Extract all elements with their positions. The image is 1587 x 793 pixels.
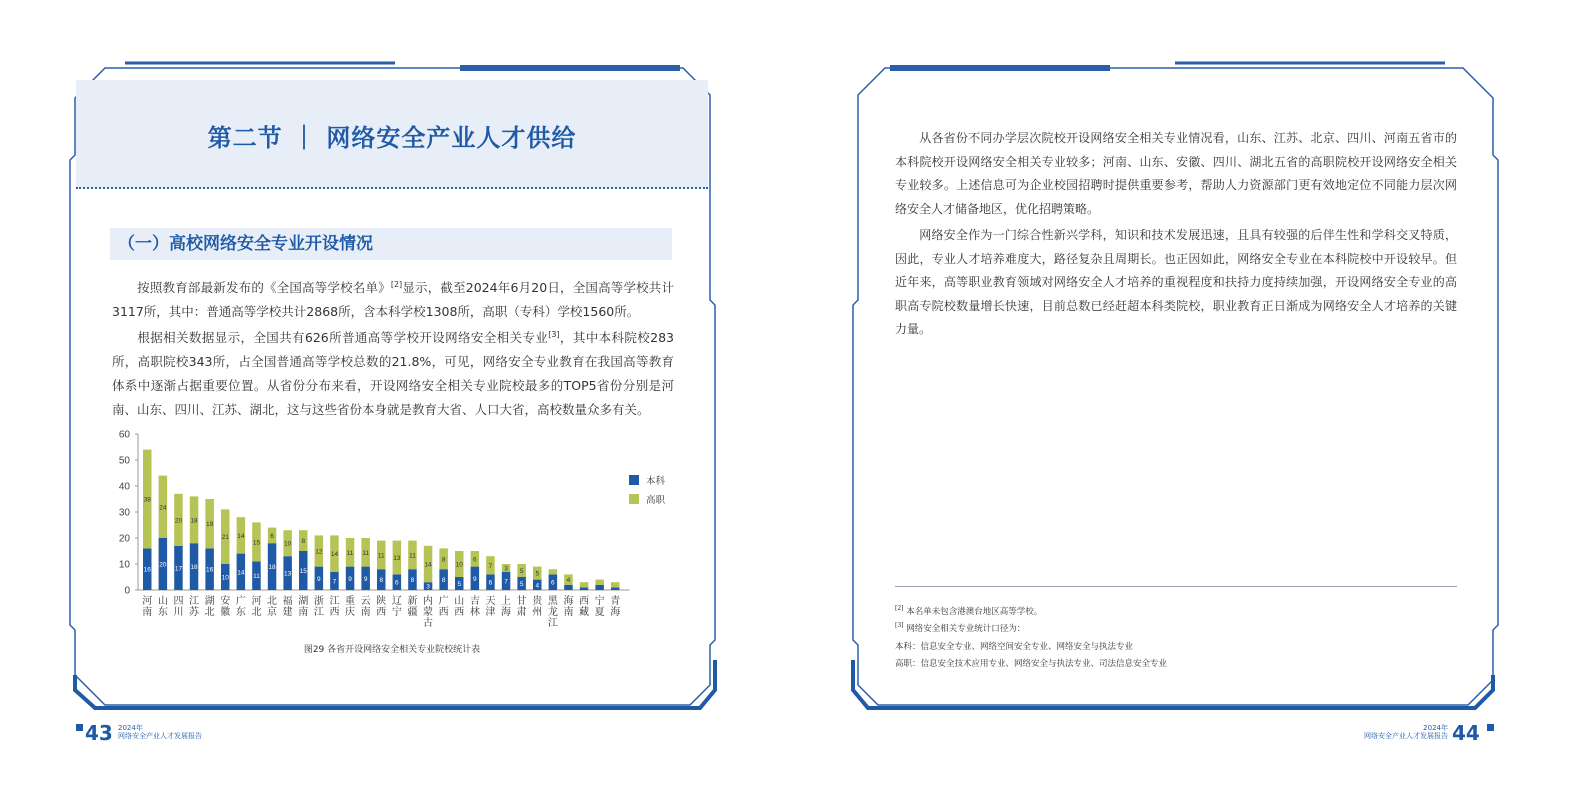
y-tick-label: 10 <box>118 559 130 571</box>
footnote-4: 高职：信息安全技术应用专业、网络安全与执法专业、司法信息安全专业 <box>895 659 1168 669</box>
data-label-gaozhi: 14 <box>237 532 245 540</box>
data-label-benke: 8 <box>410 577 415 585</box>
paragraph-3-text: 从各省份不同办学层次院校开设网络安全相关专业情况看，山东、江苏、北京、四川、河南五省市的本科院校开设网络安全相关专业较多；河南、山东、安徽、四川、湖北五省的高职院校开设网络安全相关专业较多。上述信息可为企业校园招聘时提供重要参考，帮助人力资源部门更有效地定位不同能力层次网络安全人才储备地区，优化招聘策略。 <box>895 131 1457 216</box>
data-label-benke: 13 <box>284 570 292 578</box>
footnote-1 <box>895 605 1042 617</box>
data-label-benke: 5 <box>457 581 462 588</box>
x-tick-label: 西 <box>329 607 340 618</box>
ref-2: [2] <box>390 280 403 289</box>
x-tick-label: 山 <box>157 596 168 607</box>
x-tick-label: 西 <box>579 596 590 607</box>
x-tick-label: 津 <box>485 607 496 618</box>
x-tick-label: 北 <box>204 607 215 618</box>
x-tick-label: 古 <box>423 618 434 629</box>
data-label-benke: 4 <box>535 582 540 590</box>
x-tick-label: 广 <box>438 596 449 607</box>
x-tick-label: 北 <box>267 596 278 607</box>
data-label-benke: 17 <box>174 565 183 573</box>
x-tick-label: 黑 <box>547 596 558 607</box>
x-tick-label: 疆 <box>407 607 418 618</box>
data-label-benke: 8 <box>441 577 446 585</box>
paragraph-1-b: 显示，截至2024年6月20日，全国高等学校共计3117所，其中：普通高等学校共计2868所，含本科学校1308所，高职（专科）学校1560所。 <box>112 280 674 320</box>
paragraph-4 <box>895 224 1457 342</box>
page-marker-right <box>1487 724 1494 731</box>
data-label-benke: 6 <box>395 579 399 587</box>
footnote-rule <box>895 586 1457 587</box>
data-label-benke: 9 <box>473 575 477 583</box>
data-label-gaozhi: 11 <box>377 552 385 560</box>
data-label-gaozhi: 38 <box>143 496 151 504</box>
data-label-gaozhi: 13 <box>393 555 401 562</box>
data-label-gaozhi: 15 <box>252 539 261 547</box>
data-label-gaozhi: 4 <box>566 577 571 585</box>
bar-benke <box>580 587 589 590</box>
x-tick-label: 广 <box>235 596 246 607</box>
x-tick-label: 川 <box>173 607 184 618</box>
data-label-gaozhi: 11 <box>362 549 370 557</box>
data-label-gaozhi: 6 <box>270 532 274 540</box>
x-tick-label: 东 <box>157 607 168 618</box>
x-tick-label: 庆 <box>345 607 356 618</box>
data-label-benke: 14 <box>237 569 245 577</box>
data-label-gaozhi: 3 <box>504 565 508 573</box>
data-label-benke: 18 <box>190 564 198 572</box>
x-tick-label: 福 <box>282 596 293 607</box>
data-label-gaozhi: 5 <box>519 568 524 575</box>
x-tick-label: 西 <box>376 607 387 618</box>
paragraph-1 <box>112 273 674 324</box>
x-tick-label: 徽 <box>220 607 231 618</box>
x-tick-label: 宁 <box>391 607 402 618</box>
paragraph-1-a: 按照教育部最新发布的《全国高等学校名单》 <box>137 280 391 296</box>
bar-benke <box>595 585 604 590</box>
page-meta-left <box>118 724 202 740</box>
y-tick-label: 30 <box>118 507 130 519</box>
page-marker-left <box>76 724 83 731</box>
year-right: 2024年 <box>1423 724 1448 732</box>
footnote-1-ref: [2] <box>895 605 904 613</box>
x-tick-label: 西 <box>438 607 449 618</box>
x-tick-label: 吉 <box>469 596 480 607</box>
x-tick-label: 南 <box>142 607 153 618</box>
data-label-gaozhi: 8 <box>441 556 446 564</box>
bar-benke <box>611 587 620 590</box>
x-tick-label: 湖 <box>204 596 215 607</box>
x-tick-label: 贵 <box>532 596 543 607</box>
data-label-gaozhi: 14 <box>424 561 432 569</box>
x-tick-label: 安 <box>220 596 231 607</box>
x-tick-label: 京 <box>267 607 278 618</box>
x-tick-label: 甘 <box>516 596 527 607</box>
data-label-gaozhi: 10 <box>455 561 463 569</box>
x-tick-label: 宁 <box>594 596 605 607</box>
sub-heading: （一）高校网络安全专业开设情况 <box>110 228 672 260</box>
data-label-benke: 16 <box>143 566 151 574</box>
data-label-benke: 9 <box>363 575 368 583</box>
year-left: 2024年 <box>118 724 143 732</box>
stacked-bar-chart <box>108 425 708 640</box>
data-label-benke: 7 <box>332 578 337 586</box>
chart-caption: 图29 各省开设网络安全相关专业院校统计表 <box>303 645 481 655</box>
data-label-gaozhi: 10 <box>284 540 292 548</box>
data-label-gaozhi: 18 <box>190 517 198 525</box>
paragraph-2-b: ，其中本科院校283所，高职院校343所，占全国普通高等学校总数的21.8%，可见，网络安全专业教育在我国高等教育体系中逐渐占据重要位置。从省份分布来看，开设网络安全相关专业院校最多的TOP5省份分别是河南、山东、四川、江苏、湖北，这与这些省份本身就是教育大省、人口大省，高校数量众多有关。 <box>112 330 674 418</box>
data-label-benke: 9 <box>348 575 352 583</box>
data-label-benke: 8 <box>379 577 384 585</box>
x-tick-label: 州 <box>532 607 543 618</box>
report-name-left: 网络安全产业人才发展报告 <box>118 732 202 740</box>
section-title: 第二节 ｜ 网络安全产业人才供给 <box>207 124 577 152</box>
x-tick-label: 南 <box>360 607 371 618</box>
data-label-benke: 15 <box>299 568 307 575</box>
x-tick-label: 陕 <box>376 596 387 607</box>
footnote-2-ref: [3] <box>895 622 904 630</box>
x-tick-label: 林 <box>469 607 480 618</box>
report-name-right: 网络安全产业人才发展报告 <box>1364 732 1448 740</box>
data-label-benke: 5 <box>519 581 524 588</box>
data-label-gaozhi: 14 <box>330 551 339 559</box>
title-divider <box>76 187 708 189</box>
x-tick-label: 江 <box>189 596 200 607</box>
bar-gaozhi <box>595 580 604 585</box>
x-tick-label: 江 <box>547 618 558 629</box>
data-label-gaozhi: 6 <box>473 556 477 564</box>
footnote-2 <box>895 622 1025 634</box>
x-tick-label: 四 <box>173 596 184 607</box>
legend-swatch <box>629 475 639 485</box>
ref-3: [3] <box>548 330 560 339</box>
data-label-benke: 18 <box>268 564 276 572</box>
paragraph-3 <box>895 127 1457 221</box>
data-label-gaozhi: 21 <box>221 534 229 542</box>
data-label-benke: 6 <box>488 579 493 587</box>
legend-label: 高职 <box>646 495 666 506</box>
data-label-benke: 11 <box>253 573 260 581</box>
x-tick-label: 海 <box>563 596 574 607</box>
x-tick-label: 重 <box>345 596 356 607</box>
x-tick-label: 苏 <box>189 607 200 618</box>
x-tick-label: 河 <box>251 596 262 607</box>
x-tick-label: 蒙 <box>423 607 434 618</box>
data-label-benke: 9 <box>317 575 321 583</box>
x-tick-label: 江 <box>329 596 340 607</box>
page-meta-right <box>1354 724 1448 740</box>
x-tick-label: 建 <box>282 607 293 618</box>
data-label-gaozhi: 11 <box>409 552 416 560</box>
x-tick-label: 辽 <box>391 596 402 607</box>
data-label-benke: 3 <box>426 583 430 591</box>
x-tick-label: 北 <box>251 607 262 618</box>
x-tick-label: 内 <box>423 596 434 607</box>
x-tick-label: 青 <box>610 596 621 607</box>
data-label-benke: 6 <box>551 579 555 587</box>
data-label-benke: 7 <box>504 578 508 586</box>
bar-gaozhi <box>549 569 558 574</box>
data-label-gaozhi: 8 <box>301 538 306 546</box>
x-tick-label: 天 <box>485 596 496 607</box>
bar-gaozhi <box>611 582 620 587</box>
data-label-benke: 16 <box>206 566 214 574</box>
x-tick-label: 肃 <box>516 607 527 618</box>
x-tick-label: 南 <box>298 607 309 618</box>
footnote-3: 本科：信息安全专业、网络空间安全专业、网络安全与执法专业 <box>895 642 1134 652</box>
x-tick-label: 山 <box>454 596 465 607</box>
y-tick-label: 0 <box>124 585 130 597</box>
footnote-1-text: 本名单未包含港澳台地区高等学校。 <box>906 607 1043 617</box>
y-tick-label: 50 <box>118 455 130 467</box>
x-tick-label: 东 <box>235 607 246 618</box>
data-label-benke: 20 <box>159 561 167 569</box>
x-tick-label: 湖 <box>298 596 309 607</box>
x-tick-label: 浙 <box>313 596 324 607</box>
bar-gaozhi <box>580 582 589 587</box>
y-tick-label: 60 <box>118 429 130 441</box>
x-tick-label: 海 <box>501 607 512 618</box>
x-tick-label: 南 <box>563 607 574 618</box>
x-tick-label: 云 <box>360 596 371 607</box>
footnote-2-text: 网络安全相关专业统计口径为： <box>906 624 1026 634</box>
x-tick-label: 夏 <box>594 607 605 618</box>
data-label-gaozhi: 7 <box>488 562 493 570</box>
data-label-gaozhi: 24 <box>159 504 167 512</box>
data-label-gaozhi: 19 <box>206 521 214 529</box>
data-label-gaozhi: 12 <box>315 548 323 556</box>
legend-label: 本科 <box>646 476 666 487</box>
data-label-gaozhi: 20 <box>174 517 183 525</box>
paragraph-4-text: 网络安全作为一门综合性新兴学科，知识和技术发展迅速，且具有较强的后伴生性和学科交叉特质，因此，专业人才培养难度大，路径复杂且周期长。也正因如此，网络安全专业在本科院校中开设较早。但近年来，高等职业教育领域对网络安全人才培养的重视程度和扶持力度持续加强，开设网络安全专业的高职高专院校数量增长快速，目前总数已经赶超本科类院校，职业教育正日渐成为网络安全人才培养的关键力量。 <box>895 228 1457 336</box>
x-tick-label: 藏 <box>579 607 590 618</box>
data-label-benke: 10 <box>221 574 229 582</box>
y-tick-label: 40 <box>118 481 130 493</box>
y-tick-label: 20 <box>118 533 130 545</box>
paragraph-2-a: 根据相关数据显示，全国共有626所普通高等学校开设网络安全相关专业 <box>137 330 549 346</box>
paragraph-2 <box>112 323 674 422</box>
x-tick-label: 西 <box>454 607 465 618</box>
bar-benke <box>564 585 573 590</box>
page-number-left: 43 <box>85 721 113 745</box>
x-tick-label: 新 <box>407 596 418 607</box>
x-tick-label: 上 <box>501 596 512 607</box>
x-tick-label: 河 <box>142 596 153 607</box>
x-tick-label: 江 <box>313 607 324 618</box>
legend-swatch <box>629 494 639 504</box>
data-label-gaozhi: 11 <box>346 549 354 557</box>
x-tick-label: 龙 <box>547 607 558 618</box>
page-number-right: 44 <box>1452 721 1480 745</box>
data-label-gaozhi: 5 <box>535 570 540 578</box>
x-tick-label: 海 <box>610 607 621 618</box>
